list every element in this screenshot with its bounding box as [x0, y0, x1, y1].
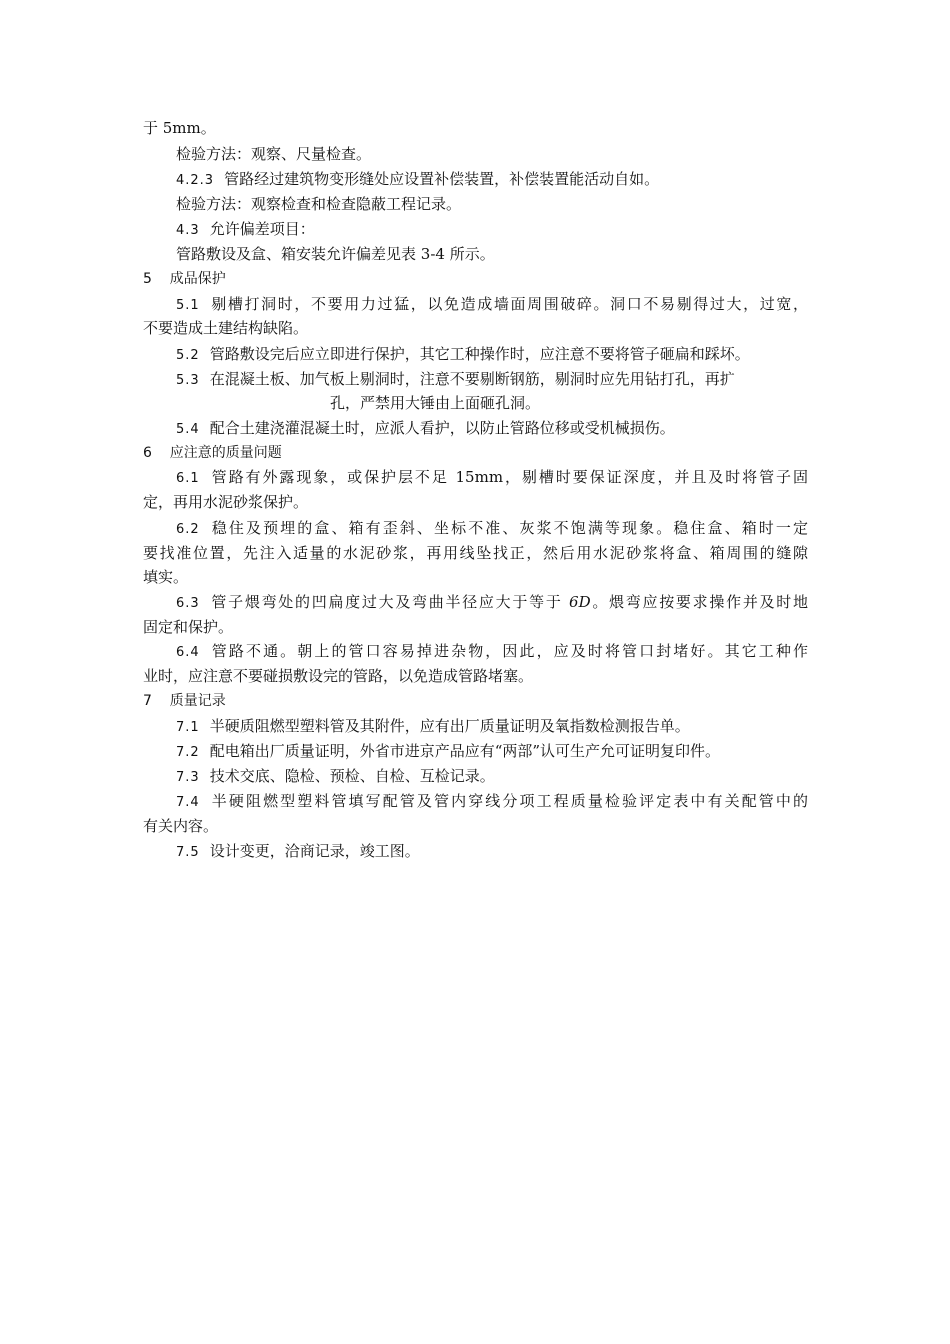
clause-7-3 — [176, 766, 808, 788]
clause-text: 有关内容。 — [143, 817, 219, 835]
clause-number: 7.3 — [176, 770, 200, 785]
clause-text: 管路有外露现象，或保护层不足 15mm，剔槽时要保证深度，并且及时将管子固 — [209, 468, 808, 486]
section-title: 质量记录 — [169, 693, 226, 709]
section-number: 7 — [143, 693, 152, 709]
clause-number: 6.1 — [176, 471, 200, 486]
clause-4-2-3 — [176, 169, 808, 191]
section-heading-6 — [143, 443, 808, 463]
text: 检验方法：观察、尺量检查。 — [176, 145, 372, 163]
clause-text: 在混凝土板、加气板上剔洞时，注意不要剔断钢筋，剔洞时应先用钻打孔，再扩 — [209, 370, 735, 388]
section-heading-7 — [143, 691, 808, 711]
clause-text: 填实。 — [143, 568, 189, 586]
clause-number: 6.4 — [176, 645, 200, 660]
section-number: 6 — [143, 445, 152, 461]
text-line-continuation — [143, 118, 808, 138]
clause-number: 5.2 — [176, 348, 200, 363]
clause-text-italic: 6D — [569, 593, 591, 611]
clause-text: 稳住及预埋的盒、箱有歪斜、坐标不准、灰浆不饱满等现象。稳住盒、箱时一定 — [209, 519, 808, 537]
text: 检验方法：观察检查和检查隐蔽工程记录。 — [176, 195, 462, 213]
clause-number: 5.4 — [176, 422, 200, 437]
text: 于 5mm。 — [143, 119, 216, 137]
clause-text: 半硬质阻燃型塑料管及其附件，应有出厂质量证明及氧指数检测报告单。 — [209, 717, 690, 735]
clause-text: 业时，应注意不要碰损敷设完的管路，以免造成管路堵塞。 — [143, 667, 534, 685]
clause-text: 管路不通。朝上的管口容易掉进杂物，因此，应及时将管口封堵好。其它工种作 — [209, 642, 808, 660]
section-number: 5 — [143, 271, 152, 287]
clause-text: 定，再用水泥砂浆保护。 — [143, 493, 309, 511]
clause-5-2 — [176, 344, 808, 366]
clause-text: 孔，严禁用大锤由上面砸孔洞。 — [330, 394, 541, 412]
text: 管路敷设及盒、箱安装允许偏差见表 3-4 所示。 — [176, 245, 495, 263]
clause-4-3 — [176, 219, 808, 241]
clause-5-4 — [176, 418, 808, 440]
clause-text: 技术交底、隐检、预检、自检、互检记录。 — [209, 767, 495, 785]
clause-number: 7.2 — [176, 745, 200, 760]
clause-text: 固定和保护。 — [143, 618, 234, 636]
section-heading-5 — [143, 269, 808, 289]
clause-7-4-cont — [143, 816, 808, 836]
text-line-inspection-method — [176, 144, 808, 164]
clause-5-3-cont — [330, 393, 808, 413]
clause-6-4-cont — [143, 666, 808, 686]
clause-text: 剔槽打洞时，不要用力过猛，以免造成墙面周围破碎。洞口不易剔得过大，过宽， — [209, 295, 808, 313]
clause-6-2-cont-2 — [143, 567, 808, 587]
clause-text: 设计变更，洽商记录，竣工图。 — [209, 842, 420, 860]
clause-number: 4.2.3 — [176, 173, 215, 188]
clause-6-1 — [176, 467, 808, 489]
clause-6-3-cont — [143, 617, 808, 637]
clause-text: 半硬阻燃型塑料管填写配管及管内穿线分项工程质量检验评定表中有关配管中的 — [209, 792, 808, 810]
clause-7-1 — [176, 716, 808, 738]
text-line-inspection-method-2 — [176, 194, 808, 214]
clause-number: 7.5 — [176, 845, 200, 860]
clause-5-1 — [176, 294, 808, 316]
section-title: 应注意的质量问题 — [169, 445, 282, 461]
clause-7-2 — [176, 741, 808, 763]
clause-6-4 — [176, 641, 808, 663]
section-title: 成品保护 — [169, 271, 226, 287]
clause-5-1-cont — [143, 318, 808, 338]
clause-number: 7.4 — [176, 795, 200, 810]
clause-text: 不要造成土建结构缺陷。 — [143, 319, 309, 337]
clause-number: 6.2 — [176, 522, 200, 537]
clause-6-1-cont — [143, 492, 808, 512]
clause-text: 配电箱出厂质量证明，外省市进京产品应有“两部”认可生产允可证明复印件。 — [209, 742, 721, 760]
text-line-deviation-table — [176, 244, 808, 264]
clause-text: 管子煨弯处的凹扁度过大及弯曲半径应大于等于 — [209, 593, 570, 611]
clause-7-4 — [176, 791, 808, 813]
clause-5-3 — [176, 369, 808, 391]
clause-text: 配合土建浇灌混凝土时，应派人看护，以防止管路位移或受机械损伤。 — [209, 419, 675, 437]
clause-text: 要找准位置，先注入适量的水泥砂浆，再用线坠找正，然后用水泥砂浆将盒、箱周围的缝隙 — [143, 544, 808, 562]
clause-7-5 — [176, 841, 808, 863]
clause-6-2 — [176, 518, 808, 540]
clause-number: 5.3 — [176, 373, 200, 388]
clause-number: 7.1 — [176, 720, 200, 735]
clause-6-2-cont — [143, 543, 808, 563]
clause-text: 管路敷设完后应立即进行保护，其它工种操作时，应注意不要将管子砸扁和踩坏。 — [209, 345, 750, 363]
clause-text: 。煨弯应按要求操作并及时地 — [590, 593, 808, 611]
clause-number: 5.1 — [176, 298, 200, 313]
clause-6-3 — [176, 592, 808, 614]
clause-text: 管路经过建筑物变形缝处应设置补偿装置，补偿装置能活动自如。 — [224, 170, 660, 188]
clause-text: 允许偏差项目： — [209, 220, 315, 238]
clause-number: 6.3 — [176, 596, 200, 611]
clause-number: 4.3 — [176, 223, 200, 238]
